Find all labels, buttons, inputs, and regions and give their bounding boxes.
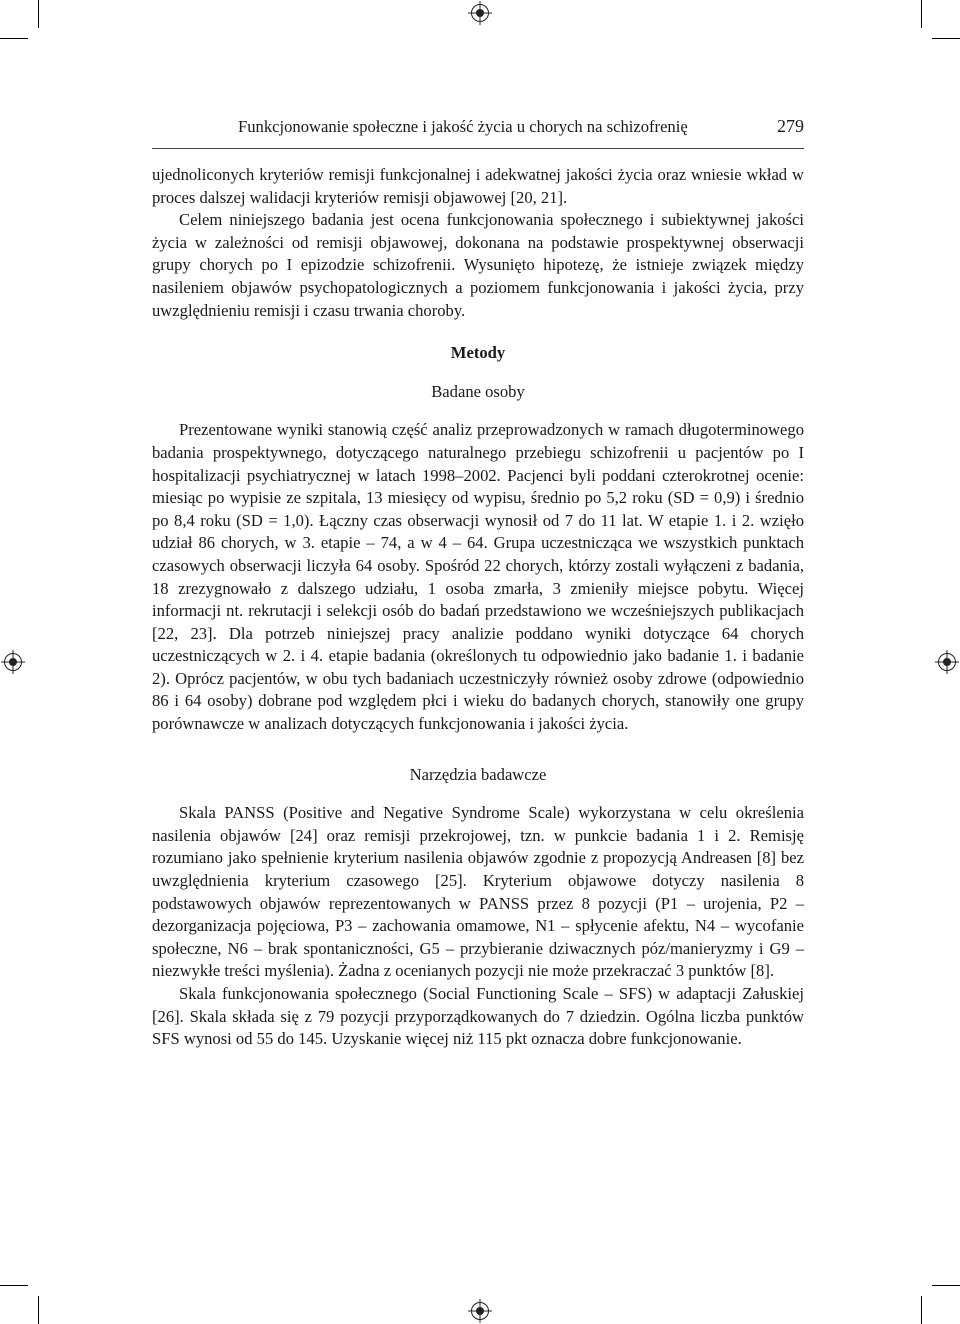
paragraph-intro-continuation: ujednoliconych kryteriów remisji funkcjonalnej i adekwatnej jakości życia oraz wniesie wkład w proces dalszej walidacji kryteriów remisji objawowej [20, 21]. xyxy=(152,165,804,207)
paragraph-study-aim: Celem niniejszego badania jest ocena funkcjonowania społecznego i subiektywnej jakości życia w zależności od remisji objawowej, dokonana na podstawie prospektywnej obserwacji grupy chorych po I epizodzie schizofrenii. Wysunięto hipotezę, że istnieje związek między nasileniem objawów psychopatologicznych a poziomem funkcjonowania i jakości życia, przy uwzględnieniu remisji i czasu trwania choroby. xyxy=(152,210,804,320)
crop-mark-top-left-v xyxy=(38,0,39,28)
registration-mark-icon xyxy=(4,653,22,671)
crop-mark-bottom-left xyxy=(0,1285,28,1286)
crop-mark-top-left xyxy=(0,38,28,39)
registration-mark-icon xyxy=(471,1302,489,1320)
page-number: 279 xyxy=(777,116,804,136)
running-title: Funkcjonowanie społeczne i jakość życia u chorych na schizofrenię xyxy=(238,117,688,136)
paragraph-panss: Skala PANSS (Positive and Negative Syndrome Scale) wykorzystana w celu określenia nasilenia objawów [24] oraz remisji przekrojowej, tzn. w punkcie badania 1 i 2. Remisję rozumiano jako spełnienie kryterium nasilenia objawów zgodnie z propozycją Andreasen [8] bez uwzględnienia kryterium czasowego [25]. Kryterium objawowe dotyczy nasilenia 8 podstawowych objawów reprezentowanych w PANSS przez 8 pozycji (P1 – urojenia, P2 – dezorganizacja pojęciowa, P3 – zachowania omamowe, N1 – spłycenie afektu, N4 – wycofanie społeczne, N6 – brak spontaniczności, G5 – przybieranie dziwacznych póz/manieryzmy i G9 – niezwykłe treści myślenia). Żadna z ocenianych pozycji nie może przekraczać 3 punktów [8]. xyxy=(152,803,804,981)
paragraph-sfs: Skala funkcjonowania społecznego (Social Functioning Scale – SFS) w adaptacji Załuskiej [26]. Skala składa się z 79 pozycji przyporządkowanych do 7 dziedzin. Ogólna liczba punktów SFS wynosi od 55 do 145. Uzyskanie więcej niż 115 pkt oznacza dobre funkcjonowanie. xyxy=(152,984,804,1049)
crop-mark-bottom-right-v xyxy=(921,1296,922,1324)
crop-mark-top-right xyxy=(932,38,960,39)
crop-mark-bottom-left-v xyxy=(38,1296,39,1324)
registration-mark-icon xyxy=(938,653,956,671)
paragraph-participants: Prezentowane wyniki stanowią część analiz przeprowadzonych w ramach długoterminowego badania prospektywnego, dotyczącego naturalnego przebiegu schizofrenii u pacjentów po I hospitalizacji psychiatrycznej w latach 1998–2002. Pacjenci byli poddani czterokrotnej ocenie: miesiąc po wypisie ze szpitala, 13 miesięcy od wypisu, średnio po 5,2 roku (SD = 0,9) i średnio po 8,4 roku (SD = 1,0). Łączny czas obserwacji wynosił od 7 do 11 lat. W etapie 1. i 2. wzięło udział 86 chorych, w 3. etapie – 74, a w 4 – 64. Grupa uczestnicząca we wszystkich punktach czasowych obserwacji liczyła 64 osoby. Spośród 22 chorych, którzy zostali wyłączeni z badania, 18 zrezygnowało z dalszego udziału, 1 osoba zmarła, 3 zmieniły miejsce pobytu. Więcej informacji nt. rekrutacji i selekcji osób do badań przedstawiono we wcześniejszych publikacjach [22, 23]. Dla potrzeb niniejszej pracy analizie poddano wyniki dotyczące 64 chorych uczestniczących w 2. i 4. etapie badania (określonych tu odpowiednio jako badanie 1. i badanie 2). Oprócz pacjentów, w obu tych badaniach uczestniczyły również osoby zdrowe (odpowiednio 86 i 64 osoby) dobrane pod względem płci i wieku do badanych chorych, stanowiły one grupy porównawcze w analizach dotyczących funkcjonowania i jakości życia. xyxy=(152,420,804,734)
crop-mark-bottom-right xyxy=(932,1285,960,1286)
page-body xyxy=(152,164,804,1051)
header-rule xyxy=(152,148,804,149)
registration-mark-icon xyxy=(471,4,489,22)
crop-mark-top-right-v xyxy=(921,0,922,28)
subheading-participants: Badane osoby xyxy=(431,381,525,401)
subheading-research-tools: Narzędzia badawcze xyxy=(409,764,547,784)
section-heading-methods: Metody xyxy=(450,343,506,363)
